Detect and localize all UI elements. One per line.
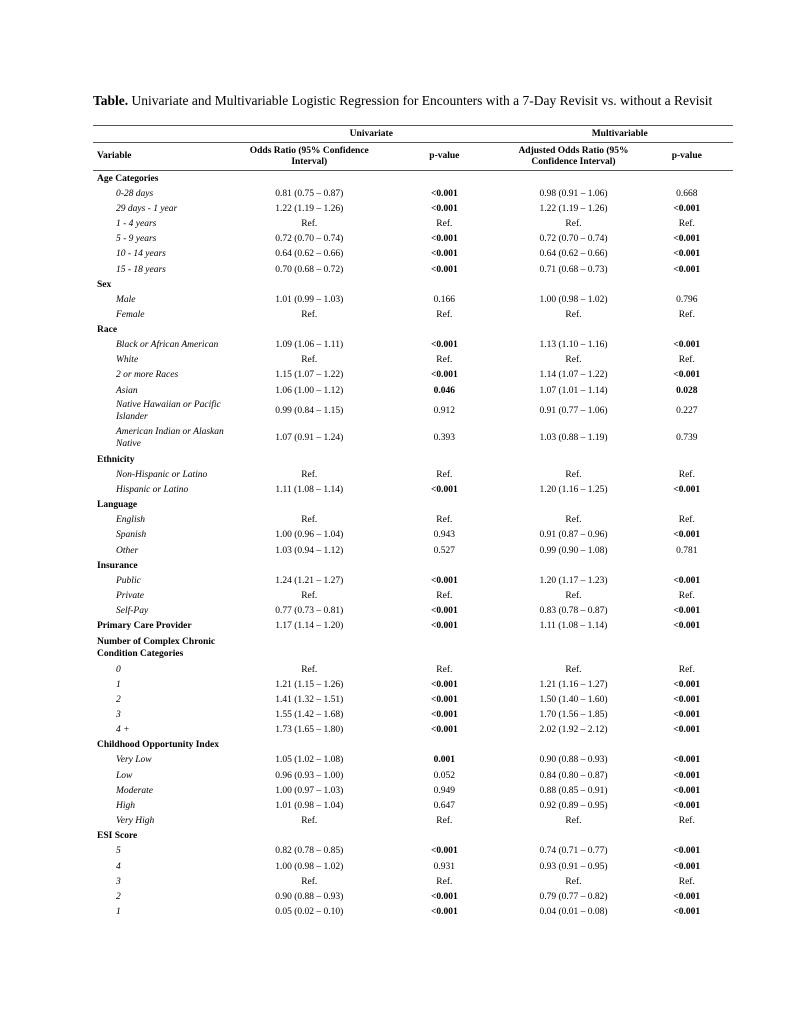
odds-ratio-cell: 1.09 (1.06 – 1.11) (275, 340, 344, 351)
section-header-blank (506, 498, 640, 513)
row-label: Native Hawaiian or Pacific Islander (116, 400, 221, 422)
p-value-cell: <0.001 (430, 694, 458, 705)
adjusted-odds-ratio-cell: 1.70 (1.56 – 1.85) (539, 710, 608, 721)
caption-text: Univariate and Multivariable Logistic Regression for Encounters with a 7-Day Revisit vs. without a Revisit (128, 93, 713, 108)
adjusted-p-value-cell: <0.001 (673, 234, 701, 245)
adjusted-odds-ratio-cell: Ref. (565, 515, 582, 526)
adjusted-p-value-cell: Ref. (678, 816, 695, 827)
table-row (93, 482, 733, 497)
p-value-cell: Ref. (436, 590, 453, 601)
odds-ratio-cell: Ref. (301, 309, 318, 320)
adjusted-odds-ratio-cell: 0.04 (0.01 – 0.08) (539, 907, 608, 918)
adjusted-p-value-cell: <0.001 (673, 340, 701, 351)
row-label: American Indian or Alaskan Native (116, 427, 224, 449)
adjusted-odds-ratio-cell: 0.64 (0.62 – 0.66) (539, 249, 608, 260)
table-row (93, 425, 733, 452)
odds-ratio-cell: 0.70 (0.68 – 0.72) (275, 264, 344, 275)
row-label: 10 - 14 years (116, 249, 166, 260)
p-value-cell: <0.001 (430, 907, 458, 918)
adjusted-p-value-cell: <0.001 (673, 530, 701, 541)
adjusted-p-value-cell: <0.001 (673, 770, 701, 781)
adjusted-p-value-cell: <0.001 (673, 785, 701, 796)
odds-ratio-cell: 1.00 (0.98 – 1.02) (275, 861, 344, 872)
adjusted-p-value-cell: 0.668 (676, 188, 698, 199)
table-row (93, 619, 733, 634)
odds-ratio-cell: Ref. (301, 218, 318, 229)
row-label: 4 + (116, 725, 130, 736)
table-row (93, 844, 733, 859)
column-header-adjusted-p-value: p-value (641, 143, 733, 171)
adjusted-odds-ratio-cell: 0.79 (0.77 – 0.82) (539, 891, 608, 902)
row-label: 0-28 days (116, 188, 154, 199)
row-label: 4 (116, 861, 121, 872)
adjusted-odds-ratio-cell: Ref. (565, 816, 582, 827)
row-label: 5 - 9 years (116, 234, 157, 245)
adjusted-p-value-cell: Ref. (678, 664, 695, 675)
section-header-blank (382, 452, 506, 467)
section-header-blank (641, 323, 733, 338)
section-header-blank (382, 277, 506, 292)
row-label: Hispanic or Latino (116, 485, 189, 496)
adjusted-odds-ratio-cell: Ref. (565, 218, 582, 229)
odds-ratio-cell: 1.06 (1.00 – 1.12) (275, 385, 344, 396)
section-header-blank (236, 452, 382, 467)
row-label: Very High (116, 816, 155, 827)
adjusted-odds-ratio-cell: 0.84 (0.80 – 0.87) (539, 770, 608, 781)
group-header-univariate: Univariate (236, 126, 506, 143)
adjusted-odds-ratio-cell: 0.74 (0.71 – 0.77) (539, 846, 608, 857)
adjusted-odds-ratio-cell: 1.13 (1.10 – 1.16) (539, 340, 608, 351)
odds-ratio-cell: 1.05 (1.02 – 1.08) (275, 755, 344, 766)
odds-ratio-cell: Ref. (301, 515, 318, 526)
p-value-cell: 0.052 (433, 770, 456, 781)
adjusted-p-value-cell: <0.001 (673, 575, 701, 586)
adjusted-odds-ratio-cell: Ref. (565, 309, 582, 320)
row-label: Private (116, 590, 144, 601)
adjusted-odds-ratio-cell: 1.22 (1.19 – 1.26) (539, 203, 608, 214)
table-row (93, 588, 733, 603)
column-header-p-value: p-value (382, 143, 506, 171)
odds-ratio-cell: 1.24 (1.21 – 1.27) (275, 575, 344, 586)
adjusted-odds-ratio-cell: 1.03 (0.88 – 1.19) (539, 433, 608, 443)
adjusted-p-value-cell: <0.001 (673, 891, 701, 902)
row-label: 1 (116, 679, 121, 690)
section-header-blank (382, 323, 506, 338)
odds-ratio-cell: 0.90 (0.88 – 0.93) (275, 891, 344, 902)
row-label: 3 (116, 876, 121, 887)
adjusted-p-value-cell: <0.001 (673, 755, 701, 766)
section-header-blank (506, 452, 640, 467)
row-label: Spanish (116, 530, 147, 541)
adjusted-p-value-cell: <0.001 (673, 485, 701, 496)
section-header-row (93, 738, 733, 753)
adjusted-p-value-cell: Ref. (678, 469, 695, 480)
odds-ratio-cell: 0.64 (0.62 – 0.66) (275, 249, 344, 260)
p-value-cell: <0.001 (430, 340, 458, 351)
column-header-or-ci: Odds Ratio (95% Confidence Interval) (236, 143, 382, 171)
row-label: Primary Care Provider (97, 621, 192, 632)
section-header-blank (236, 171, 382, 187)
section-header-blank (236, 498, 382, 513)
adjusted-odds-ratio-cell: 0.99 (0.90 – 1.08) (539, 545, 608, 556)
row-label: English (116, 515, 146, 526)
adjusted-odds-ratio-cell: 1.00 (0.98 – 1.02) (539, 294, 608, 305)
adjusted-odds-ratio-cell: 2.02 (1.92 – 2.12) (539, 725, 608, 736)
table-row (93, 692, 733, 707)
p-value-cell: Ref. (436, 469, 453, 480)
table-row (93, 383, 733, 398)
adjusted-odds-ratio-cell: 1.14 (1.07 – 1.22) (539, 370, 608, 381)
row-label: 1 (116, 907, 121, 918)
odds-ratio-cell: 1.01 (0.98 – 1.04) (275, 801, 344, 812)
p-value-cell: <0.001 (430, 264, 458, 275)
section-title: Sex (97, 279, 112, 290)
section-header-blank (236, 738, 382, 753)
section-header-blank (382, 498, 506, 513)
p-value-cell: 0.912 (433, 406, 456, 416)
section-header-row (93, 498, 733, 513)
p-value-cell: 0.527 (433, 545, 456, 556)
odds-ratio-cell: 1.41 (1.32 – 1.51) (275, 694, 344, 705)
section-header-blank (382, 558, 506, 573)
p-value-cell: Ref. (436, 355, 453, 366)
section-header-blank (641, 558, 733, 573)
table-body (93, 171, 733, 920)
table-row (93, 814, 733, 829)
section-header-blank (236, 558, 382, 573)
table-row (93, 783, 733, 798)
section-title: Age Categories (97, 173, 159, 184)
adjusted-odds-ratio-cell: 1.20 (1.16 – 1.25) (539, 485, 608, 496)
table-row (93, 677, 733, 692)
adjusted-p-value-cell: <0.001 (673, 861, 701, 872)
p-value-cell: <0.001 (430, 370, 458, 381)
table-row (93, 368, 733, 383)
adjusted-odds-ratio-cell: Ref. (565, 664, 582, 675)
adjusted-p-value-cell: <0.001 (673, 679, 701, 690)
table-row (93, 398, 733, 425)
table-row (93, 467, 733, 482)
section-header-blank (506, 738, 640, 753)
row-label: Male (116, 294, 136, 305)
section-title: Language (97, 500, 138, 511)
odds-ratio-cell: Ref. (301, 590, 318, 601)
p-value-cell: 0.393 (433, 433, 456, 443)
odds-ratio-cell: 0.72 (0.70 – 0.74) (275, 234, 344, 245)
table-row (93, 708, 733, 723)
adjusted-p-value-cell: <0.001 (673, 846, 701, 857)
odds-ratio-cell: 0.81 (0.75 – 0.87) (275, 188, 344, 199)
p-value-cell: Ref. (436, 218, 453, 229)
table-row (93, 216, 733, 231)
odds-ratio-cell: 1.11 (1.08 – 1.14) (275, 485, 344, 496)
table-caption (93, 93, 713, 109)
table-row (93, 889, 733, 904)
table-row (93, 232, 733, 247)
odds-ratio-cell: 1.73 (1.65 – 1.80) (275, 725, 344, 736)
odds-ratio-cell: Ref. (301, 469, 318, 480)
adjusted-p-value-cell: Ref. (678, 590, 695, 601)
odds-ratio-cell: Ref. (301, 876, 318, 887)
adjusted-p-value-cell: <0.001 (673, 710, 701, 721)
table-row (93, 247, 733, 262)
adjusted-odds-ratio-cell: Ref. (565, 590, 582, 601)
table-row (93, 262, 733, 277)
section-header-blank (382, 634, 506, 662)
odds-ratio-cell: 0.96 (0.93 – 1.00) (275, 770, 344, 781)
p-value-cell: Ref. (436, 309, 453, 320)
row-label: 2 (116, 891, 121, 902)
adjusted-p-value-cell: Ref. (678, 309, 695, 320)
section-header-blank (506, 829, 640, 844)
adjusted-p-value-cell: <0.001 (673, 264, 701, 275)
row-label: 2 (116, 694, 121, 705)
row-label: 15 - 18 years (116, 264, 166, 275)
odds-ratio-cell: Ref. (301, 664, 318, 675)
adjusted-p-value-cell: Ref. (678, 515, 695, 526)
p-value-cell: Ref. (436, 515, 453, 526)
adjusted-odds-ratio-cell: 0.91 (0.87 – 0.96) (539, 530, 608, 541)
odds-ratio-cell: 0.82 (0.78 – 0.85) (275, 846, 344, 857)
p-value-cell: <0.001 (430, 891, 458, 902)
row-label: 1 - 4 years (116, 218, 157, 229)
section-header-blank (236, 323, 382, 338)
adjusted-odds-ratio-cell: Ref. (565, 876, 582, 887)
row-label: 0 (116, 664, 121, 675)
row-label: High (116, 801, 135, 812)
table-row (93, 905, 733, 920)
adjusted-p-value-cell: 0.781 (676, 545, 698, 556)
section-header-row (93, 277, 733, 292)
adjusted-odds-ratio-cell: 0.98 (0.91 – 1.06) (539, 188, 608, 199)
p-value-cell: Ref. (436, 664, 453, 675)
section-header-row (93, 452, 733, 467)
table-row (93, 874, 733, 889)
table-row (93, 573, 733, 588)
adjusted-odds-ratio-cell: 0.72 (0.70 – 0.74) (539, 234, 608, 245)
adjusted-odds-ratio-cell: 0.83 (0.78 – 0.87) (539, 606, 608, 617)
regression-table (93, 125, 733, 920)
adjusted-odds-ratio-cell: Ref. (565, 355, 582, 366)
table-row (93, 723, 733, 738)
row-label: 29 days - 1 year (116, 203, 178, 214)
p-value-cell: <0.001 (430, 575, 458, 586)
adjusted-p-value-cell: 0.796 (676, 294, 698, 305)
p-value-cell: 0.166 (433, 294, 456, 305)
section-header-row (93, 171, 733, 187)
adjusted-p-value-cell: <0.001 (673, 249, 701, 260)
adjusted-odds-ratio-cell: 1.50 (1.40 – 1.60) (539, 694, 608, 705)
row-label: Public (116, 575, 141, 586)
section-header-row (93, 634, 733, 662)
row-label: Black or African American (116, 340, 219, 351)
section-header-blank (641, 738, 733, 753)
p-value-cell: <0.001 (430, 203, 458, 214)
odds-ratio-cell: 1.17 (1.14 – 1.20) (275, 621, 344, 632)
adjusted-p-value-cell: <0.001 (673, 621, 701, 632)
odds-ratio-cell: 1.00 (0.96 – 1.04) (275, 530, 344, 541)
adjusted-p-value-cell: <0.001 (673, 203, 701, 214)
column-header-row (93, 143, 733, 171)
row-label: 2 or more Races (116, 370, 179, 381)
p-value-cell: <0.001 (430, 234, 458, 245)
p-value-cell: 0.931 (433, 861, 456, 872)
section-header-blank (641, 498, 733, 513)
adjusted-p-value-cell: Ref. (678, 355, 695, 366)
adjusted-odds-ratio-cell: 1.11 (1.08 – 1.14) (539, 621, 608, 632)
section-header-blank (641, 452, 733, 467)
adjusted-odds-ratio-cell: Ref. (565, 469, 582, 480)
caption-label: Table. (93, 93, 129, 108)
table-row (93, 528, 733, 543)
section-header-blank (641, 829, 733, 844)
adjusted-p-value-cell: 0.227 (676, 406, 698, 416)
section-header-blank (641, 171, 733, 187)
section-header-blank (382, 171, 506, 187)
table-row (93, 604, 733, 619)
section-title: Ethnicity (97, 454, 135, 465)
adjusted-p-value-cell: <0.001 (673, 907, 701, 918)
row-label: Asian (116, 385, 138, 396)
odds-ratio-cell: 1.03 (0.94 – 1.12) (275, 545, 344, 556)
section-header-blank (236, 277, 382, 292)
table-row (93, 186, 733, 201)
adjusted-p-value-cell: <0.001 (673, 370, 701, 381)
section-header-row (93, 829, 733, 844)
section-header-blank (641, 634, 733, 662)
odds-ratio-cell: 1.22 (1.19 – 1.26) (275, 203, 344, 214)
table-row (93, 513, 733, 528)
p-value-cell: Ref. (436, 876, 453, 887)
section-header-blank (506, 558, 640, 573)
p-value-cell: <0.001 (430, 621, 458, 632)
adjusted-p-value-cell: <0.001 (673, 606, 701, 617)
adjusted-p-value-cell: 0.028 (676, 385, 698, 396)
section-header-blank (641, 277, 733, 292)
p-value-cell: <0.001 (430, 710, 458, 721)
adjusted-p-value-cell: Ref. (678, 218, 695, 229)
p-value-cell: <0.001 (430, 606, 458, 617)
table-row (93, 753, 733, 768)
table-row (93, 768, 733, 783)
section-title: Childhood Opportunity Index (97, 740, 219, 751)
odds-ratio-cell: 0.99 (0.84 – 1.15) (275, 406, 344, 416)
row-label: Moderate (116, 785, 153, 796)
adjusted-odds-ratio-cell: 0.91 (0.77 – 1.06) (539, 406, 608, 416)
table-row (93, 798, 733, 813)
row-label: Female (116, 309, 145, 320)
odds-ratio-cell: 1.00 (0.97 – 1.03) (275, 785, 344, 796)
odds-ratio-cell: Ref. (301, 816, 318, 827)
table-row (93, 662, 733, 677)
odds-ratio-cell: 0.77 (0.73 – 0.81) (275, 606, 344, 617)
section-title: Race (97, 325, 118, 335)
p-value-cell: 0.001 (433, 755, 456, 766)
section-header-blank (506, 277, 640, 292)
group-header-blank (93, 126, 236, 143)
section-header-blank (506, 323, 640, 338)
table-row (93, 201, 733, 216)
odds-ratio-cell: 0.05 (0.02 – 0.10) (275, 907, 344, 918)
p-value-cell: <0.001 (430, 249, 458, 260)
table-row (93, 307, 733, 322)
p-value-cell: 0.949 (433, 785, 456, 796)
section-header-blank (382, 829, 506, 844)
section-title: Number of Complex Chronic Condition Categories (97, 636, 216, 659)
adjusted-p-value-cell: 0.739 (676, 433, 698, 443)
group-header-multivariable: Multivariable (506, 126, 733, 143)
section-header-row (93, 558, 733, 573)
adjusted-odds-ratio-cell: 1.21 (1.16 – 1.27) (539, 679, 608, 690)
adjusted-odds-ratio-cell: 0.71 (0.68 – 0.73) (539, 264, 608, 275)
table-row (93, 543, 733, 558)
row-label: 3 (116, 710, 121, 721)
row-label: Self-Pay (116, 606, 149, 617)
section-header-blank (236, 634, 382, 662)
group-header-row (93, 126, 733, 143)
section-title: Insurance (97, 560, 138, 571)
row-label: Non-Hispanic or Latino (116, 469, 208, 480)
adjusted-odds-ratio-cell: 1.20 (1.17 – 1.23) (539, 575, 608, 586)
table-row (93, 859, 733, 874)
odds-ratio-cell: 1.01 (0.99 – 1.03) (275, 294, 344, 305)
p-value-cell: <0.001 (430, 846, 458, 857)
p-value-cell: 0.647 (433, 801, 456, 812)
section-header-blank (506, 171, 640, 187)
adjusted-odds-ratio-cell: 0.90 (0.88 – 0.93) (539, 755, 608, 766)
adjusted-p-value-cell: <0.001 (673, 801, 701, 812)
table-row (93, 292, 733, 307)
row-label: White (116, 355, 139, 366)
odds-ratio-cell: 1.07 (0.91 – 1.24) (275, 433, 344, 443)
p-value-cell: Ref. (436, 816, 453, 827)
p-value-cell: <0.001 (430, 725, 458, 736)
column-header-variable: Variable (93, 143, 236, 171)
row-label: 5 (116, 846, 121, 857)
adjusted-odds-ratio-cell: 0.93 (0.91 – 0.95) (539, 861, 608, 872)
adjusted-p-value-cell: <0.001 (673, 694, 701, 705)
section-header-row (93, 323, 733, 338)
table-row (93, 353, 733, 368)
adjusted-odds-ratio-cell: 0.92 (0.89 – 0.95) (539, 801, 608, 812)
column-header-aor-ci: Adjusted Odds Ratio (95% Confidence Interval) (506, 143, 640, 171)
p-value-cell: <0.001 (430, 679, 458, 690)
p-value-cell: <0.001 (430, 188, 458, 199)
adjusted-odds-ratio-cell: 0.88 (0.85 – 0.91) (539, 785, 608, 796)
odds-ratio-cell: 1.15 (1.07 – 1.22) (275, 370, 344, 381)
row-label: Other (116, 545, 139, 556)
row-label: Low (116, 770, 133, 781)
p-value-cell: 0.943 (433, 530, 456, 541)
section-header-blank (506, 634, 640, 662)
odds-ratio-cell: 1.55 (1.42 – 1.68) (275, 710, 344, 721)
p-value-cell: 0.046 (433, 385, 456, 396)
p-value-cell: <0.001 (430, 485, 458, 496)
table-row (93, 338, 733, 353)
adjusted-p-value-cell: <0.001 (673, 725, 701, 736)
row-label: Very Low (116, 755, 152, 766)
adjusted-p-value-cell: Ref. (678, 876, 695, 887)
section-header-blank (382, 738, 506, 753)
odds-ratio-cell: 1.21 (1.15 – 1.26) (275, 679, 344, 690)
section-header-blank (236, 829, 382, 844)
odds-ratio-cell: Ref. (301, 355, 318, 366)
section-title: ESI Score (97, 831, 138, 842)
adjusted-odds-ratio-cell: 1.07 (1.01 – 1.14) (539, 385, 608, 396)
